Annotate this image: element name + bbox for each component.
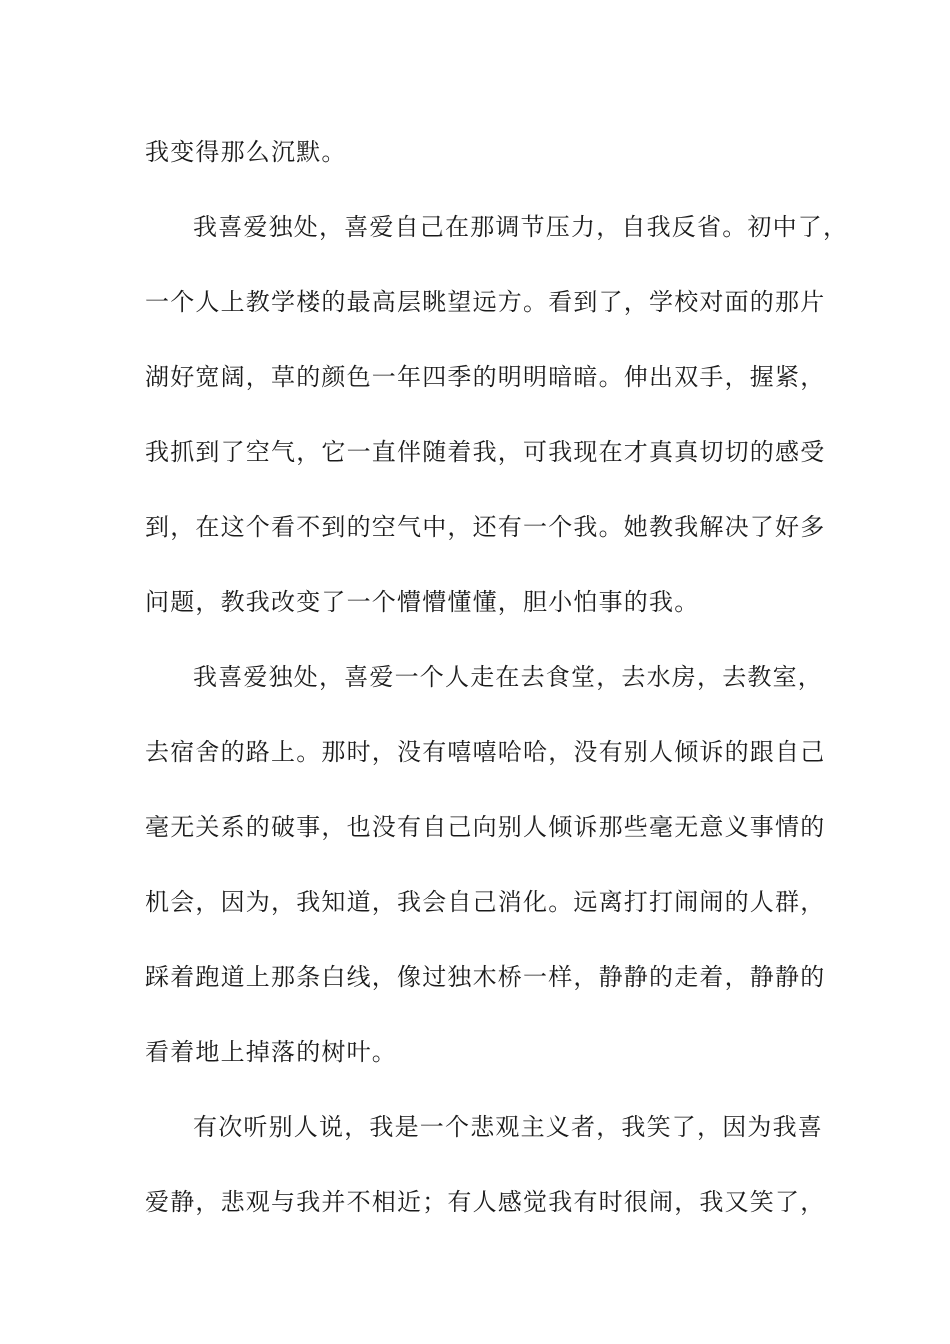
text-line: 我变得那么沉默。 (145, 138, 347, 166)
text-line: 湖好宽阔，草的颜色一年四季的明明暗暗。伸出双手，握紧， (145, 363, 826, 391)
paragraph-start-line: 我喜爱独处，喜爱自己在那调节压力，自我反省。初中了， (193, 213, 849, 241)
text-line: 机会，因为，我知道，我会自己消化。远离打打闹闹的人群， (145, 888, 826, 916)
text-line: 爱静，悲观与我并不相近；有人感觉我有时很闹，我又笑了， (145, 1188, 826, 1216)
text-line: 我抓到了空气，它一直伴随着我，可我现在才真真切切的感受 (145, 438, 826, 466)
text-line: 毫无关系的破事，也没有自己向别人倾诉那些毫无意义事情的 (145, 813, 826, 841)
text-line: 问题，教我改变了一个懵懵懂懂，胆小怕事的我。 (145, 588, 700, 616)
text-line: 到，在这个看不到的空气中，还有一个我。她教我解决了好多 (145, 513, 826, 541)
paragraph-start-line: 我喜爱独处，喜爱一个人走在去食堂，去水房，去教室， (193, 663, 823, 691)
text-line: 看着地上掉落的树叶。 (145, 1038, 397, 1066)
paragraph-start-line: 有次听别人说，我是一个悲观主义者，我笑了，因为我喜 (193, 1113, 823, 1141)
text-line: 去宿舍的路上。那时，没有嘻嘻哈哈，没有别人倾诉的跟自己 (145, 738, 826, 766)
text-line: 一个人上教学楼的最高层眺望远方。看到了，学校对面的那片 (145, 288, 826, 316)
text-line: 踩着跑道上那条白线，像过独木桥一样，静静的走着，静静的 (145, 963, 826, 991)
